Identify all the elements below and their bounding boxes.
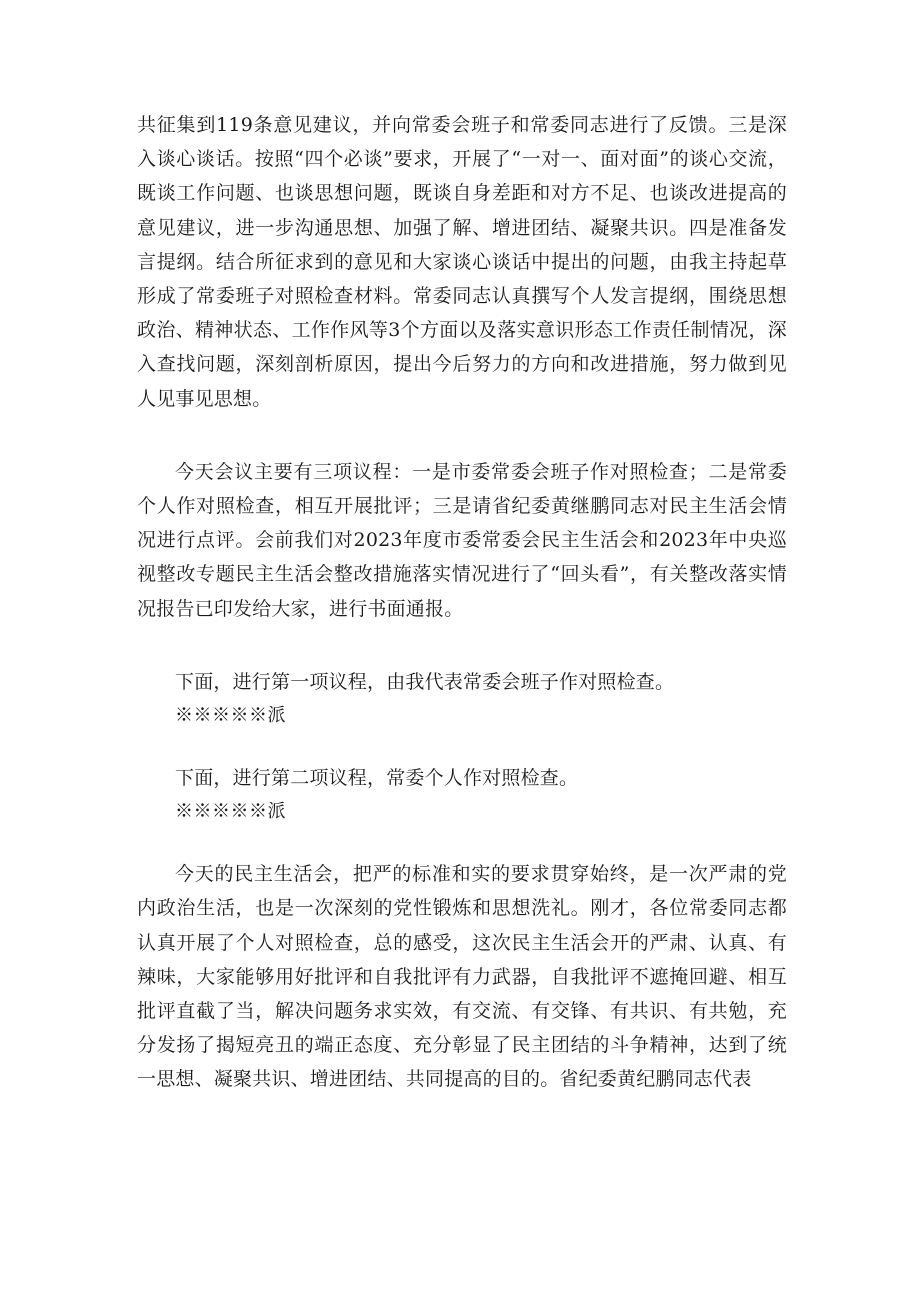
paragraph-second-item: 下面，进行第二项议程，常委个人作对照检查。 — [175, 767, 579, 790]
placeholder-marker-1: ※※※※※派 — [175, 705, 286, 727]
paragraph-agenda: 今天会议主要有三项议程：一是市委常委会班子作对照检查；二是常委个人作对照检查，相互开展批评；三是请省纪委黄继鹏同志对民主生活会情况进行点评。会前我们对2023年度市委常委会民主生活会和2023年中央巡视整改专题民主生活会整改措施落实情况进行了“回头看”，有关整改落实情况报告已印发给大家，进行书面通报。 — [137, 460, 787, 620]
paragraph-feedback: 共征集到119条意见建议，并向常委会班子和常委同志进行了反馈。三是深入谈心谈话。按照“四个必谈”要求，开展了“一对一、面对面”的谈心交流，既谈工作问题、也谈思想问题，既谈自身差距和对方不足、也谈改进提高的意见建议，进一步沟通思想、加强了解、增进团结、凝聚共识。四是准备发言提纲。结合所征求到的意见和大家谈心谈话中提出的问题，由我主持起草形成了常委班子对照检查材料。常委同志认真撰写个人发言提纲，围绕思想政治、精神状态、工作作风等3个方面以及落实意识形态工作责任制情况，深入查找问题，深刻剖析原因，提出今后努力的方向和改进措施，努力做到见人见事见思想。 — [137, 114, 787, 410]
document-page — [137, 108, 787, 1097]
placeholder-marker-2: ※※※※※派 — [175, 801, 286, 823]
paragraph-summary: 今天的民主生活会，把严的标准和实的要求贯穿始终，是一次严肃的党内政治生活，也是一次深刻的党性锻炼和思想洗礼。刚才，各位常委同志都认真开展了个人对照检查，总的感受，这次民主生活会开的严肃、认真、有辣味，大家能够用好批评和自我批评有力武器，自我批评不遮掩回避、相互批评直截了当，解决问题务求实效，有交流、有交锋、有共识、有共勉，充分发扬了揭短亮丑的端正态度、充分彰显了民主团结的斗争精神，达到了统一思想、凝聚共识、增进团结、共同提高的目的。省纪委黄纪鹏同志代表 — [137, 863, 787, 1091]
paragraph-first-item: 下面，进行第一项议程，由我代表常委会班子作对照检查。 — [175, 670, 675, 693]
